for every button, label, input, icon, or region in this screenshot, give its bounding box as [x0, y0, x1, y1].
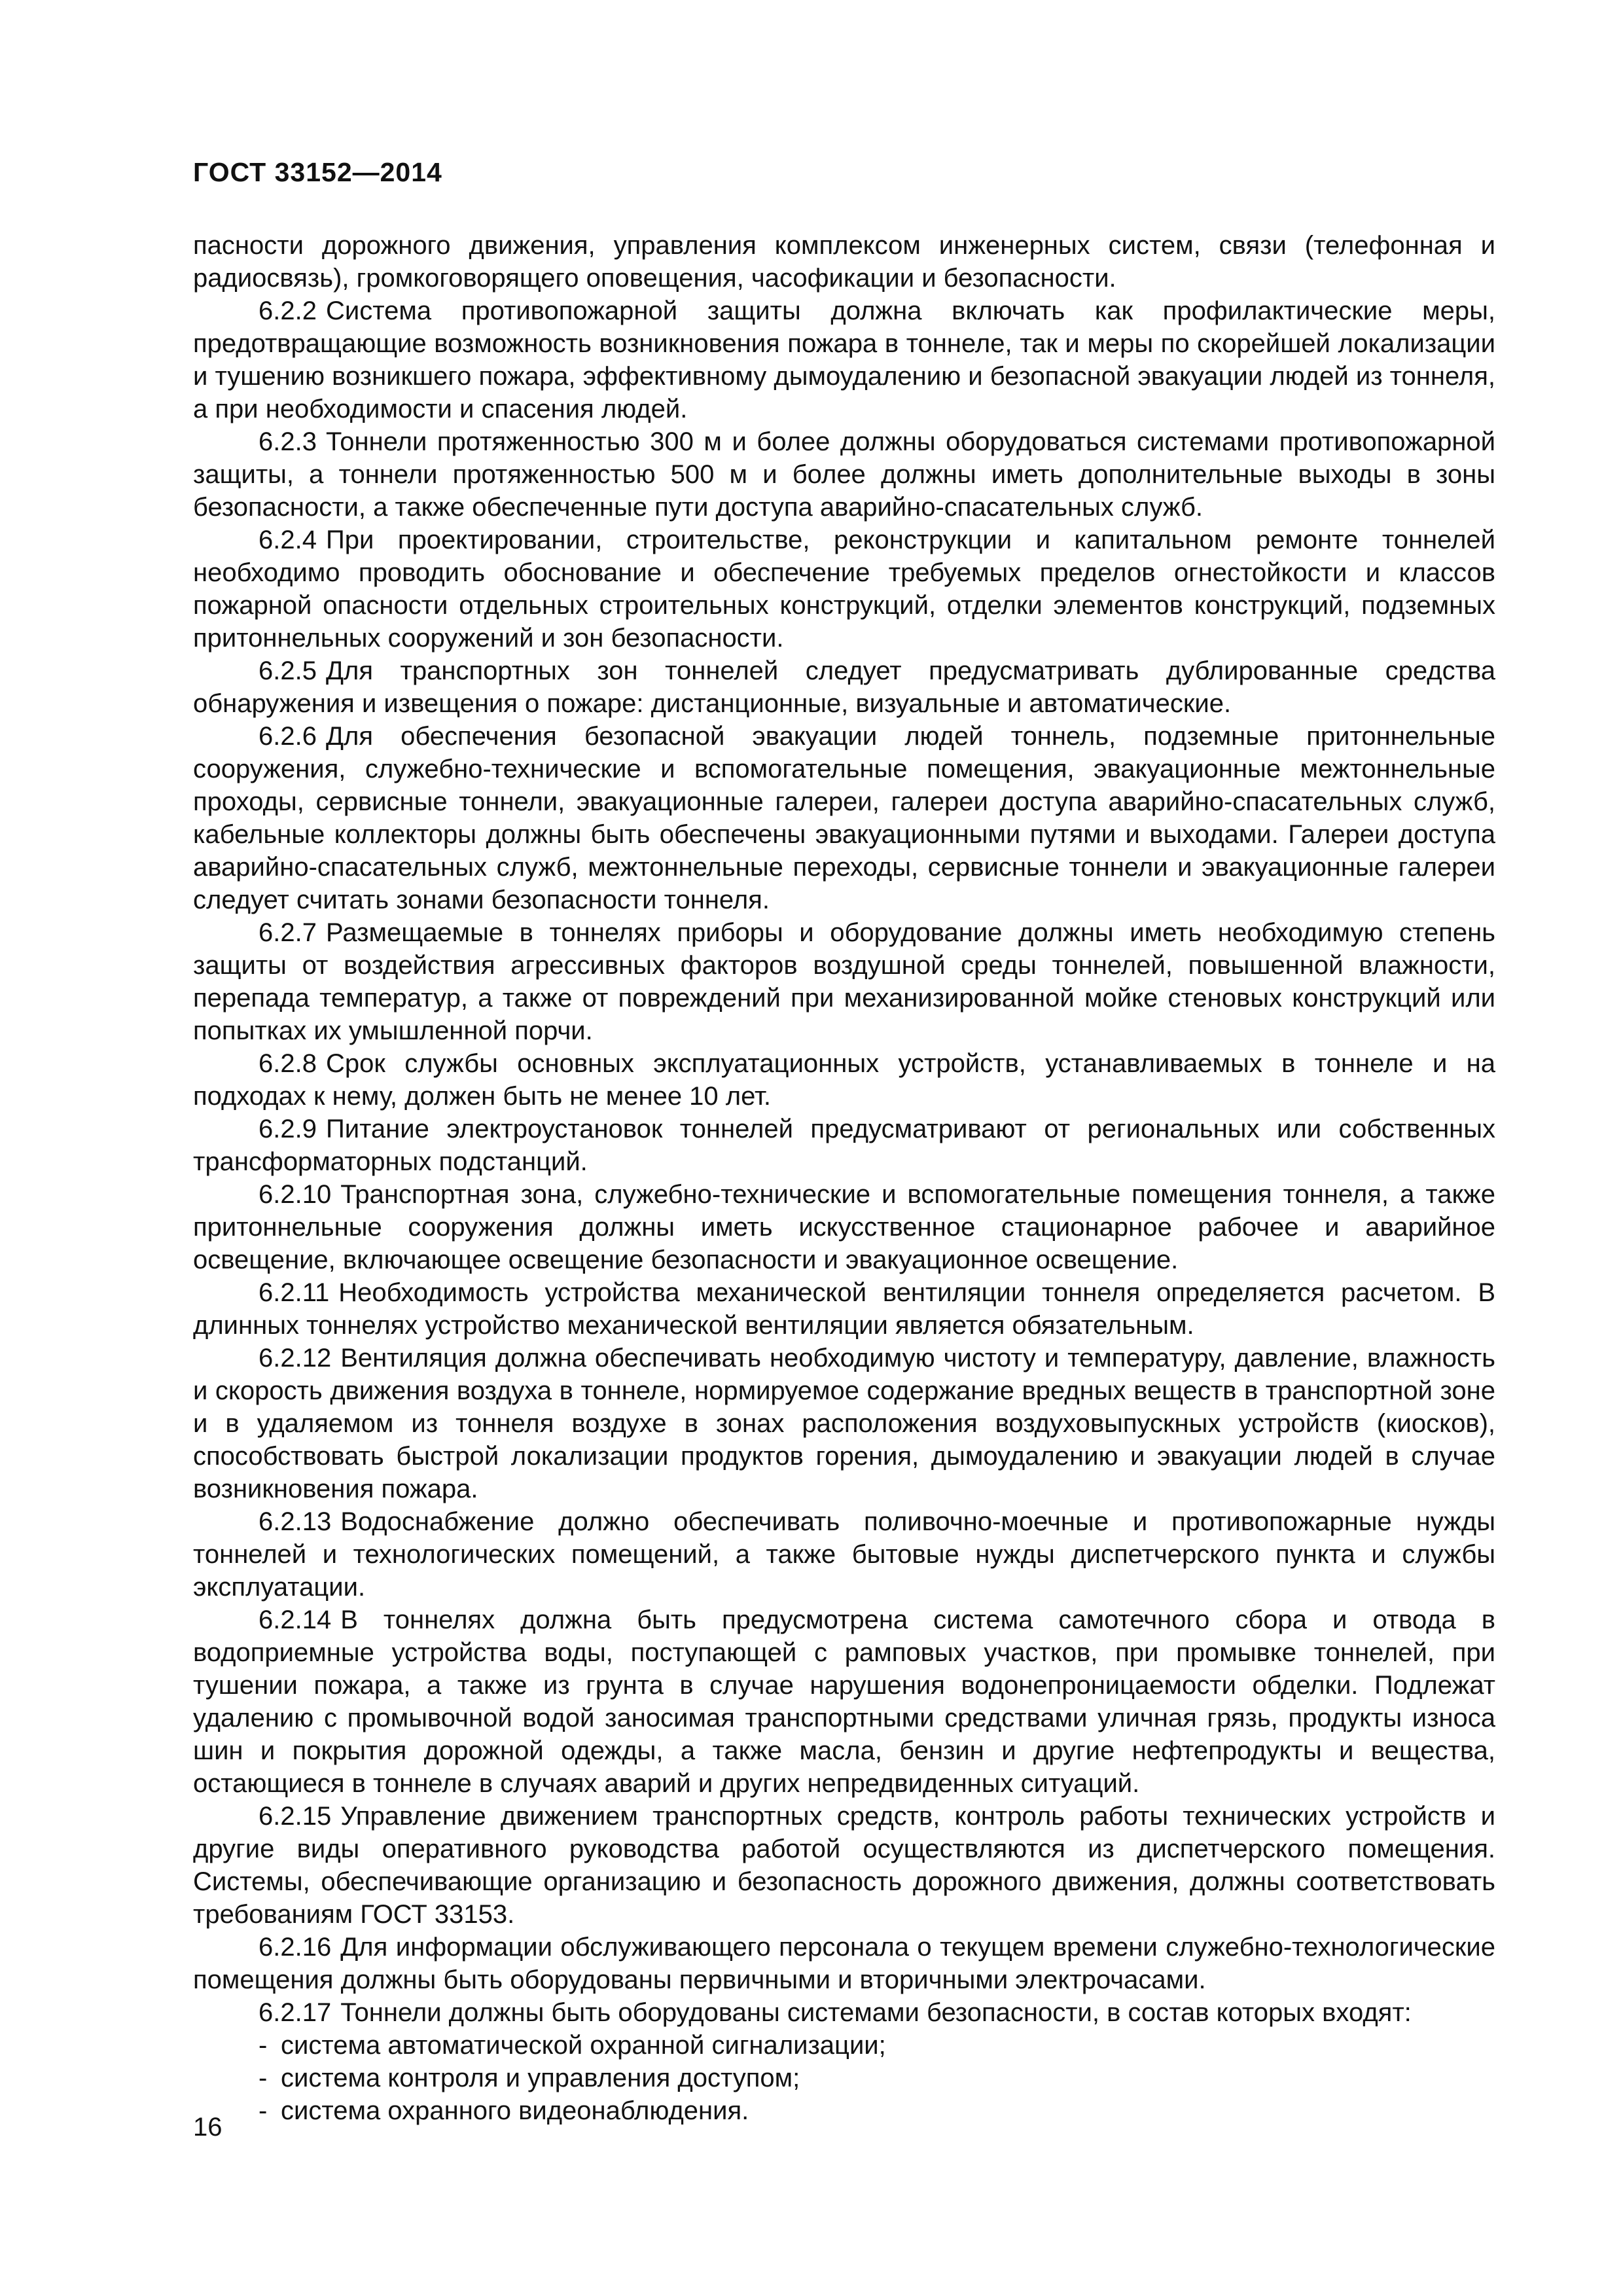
- clause-text: Управление движением транспортных средств, контроль работы технических устройств и другие виды оперативного руководства работой осуществляются из диспетчерского помещения. Системы, обеспечивающие организацию и безопасность дорожного движения, должны соответствовать требованиям ГОСТ 33153.: [193, 1802, 1495, 1929]
- list-item-text: система охранного видеонаблюдения.: [281, 2096, 749, 2125]
- clause-6-2-4: [193, 524, 1495, 655]
- clause-6-2-6: [193, 720, 1495, 916]
- clause-6-2-13: [193, 1505, 1495, 1604]
- security-systems-list: [193, 2029, 1495, 2127]
- intro-paragraph: пасности дорожного движения, управления комплексом инженерных систем, связи (телефонная и радиосвязь), громкоговорящего оповещения, часофикации и безопасности.: [193, 231, 1495, 293]
- list-marker: -: [259, 2096, 268, 2125]
- clause-number: 6.2.6: [259, 722, 317, 751]
- clause-number: 6.2.14: [259, 1605, 332, 1634]
- document-body: [193, 229, 1495, 2127]
- clause-text: Для обеспечения безопасной эвакуации людей тоннель, подземные притоннельные сооружения, служебно-технические и вспомогательные помещения, эвакуационные межтоннельные проходы, сервисные тоннели, эвакуационные галереи, галереи доступа аварийно-спасательных служб, кабельные коллекторы должны быть обеспечены эвакуационными путями и выходами. Галереи доступа аварийно-спасательных служб, межтоннельные переходы, сервисные тоннели и эвакуационные галереи следует считать зонами безопасности тоннеля.: [193, 722, 1495, 914]
- clause-6-2-7: [193, 916, 1495, 1047]
- clause-text: Для информации обслуживающего персонала о текущем времени служебно-технологические помещения должны быть оборудованы первичными и вторичными электрочасами.: [193, 1933, 1495, 1994]
- clause-number: 6.2.10: [259, 1180, 332, 1209]
- clause-number: 6.2.4: [259, 526, 317, 554]
- page-number: 16: [193, 2113, 223, 2142]
- clause-6-2-9: [193, 1113, 1495, 1178]
- clause-text: Необходимость устройства механической вентиляции тоннеля определяется расчетом. В длинных тоннелях устройство механической вентиляции является обязательным.: [193, 1278, 1495, 1340]
- clause-6-2-11: [193, 1276, 1495, 1342]
- list-item-text: система контроля и управления доступом;: [281, 2064, 800, 2092]
- clause-number: 6.2.15: [259, 1802, 332, 1831]
- clause-6-2-12: [193, 1342, 1495, 1505]
- clause-text: Тоннели должны быть оборудованы системами безопасности, в состав которых входят:: [340, 1998, 1412, 2027]
- clause-number: 6.2.5: [259, 656, 317, 685]
- list-item: [193, 2062, 1495, 2094]
- clause-text: Транспортная зона, служебно-технические и вспомогательные помещения тоннеля, а также притоннельные сооружения должны иметь искусственное стационарное рабочее и аварийное освещение, включающее освещение безопасности и эвакуационное освещение.: [193, 1180, 1495, 1274]
- clause-number: 6.2.12: [259, 1344, 332, 1372]
- clause-text: В тоннелях должна быть предусмотрена система самотечного сбора и отвода в водоприемные устройства воды, поступающей с рамповых участков, при промывке тоннелей, при тушении пожара, а также из грунта в случае нарушения водонепроницаемости обделки. Подлежат удалению с промывочной водой заносимая транспортными средствами уличная грязь, продукты износа шин и покрытия дорожной одежды, а также масла, бензин и другие нефтепродукты и вещества, остающиеся в тоннеле в случаях аварий и других непредвиденных ситуаций.: [193, 1605, 1495, 1798]
- clause-number: 6.2.13: [259, 1507, 332, 1536]
- clause-text: Питание электроустановок тоннелей предусматривают от региональных или собственных трансформаторных подстанций.: [193, 1115, 1495, 1176]
- clause-text: Срок службы основных эксплуатационных устройств, устанавливаемых в тоннеле и на подходах к нему, должен быть не менее 10 лет.: [193, 1049, 1495, 1111]
- clause-number: 6.2.3: [259, 427, 317, 456]
- clause-6-2-15: [193, 1800, 1495, 1931]
- clause-number: 6.2.17: [259, 1998, 332, 2027]
- clause-number: 6.2.9: [259, 1115, 317, 1143]
- clause-text: Водоснабжение должно обеспечивать поливочно-моечные и противопожарные нужды тоннелей и технологических помещений, а также бытовые нужды диспетчерского пункта и службы эксплуатации.: [193, 1507, 1495, 1602]
- clause-number: 6.2.8: [259, 1049, 317, 1078]
- clause-text: Для транспортных зон тоннелей следует предусматривать дублированные средства обнаружения и извещения о пожаре: дистанционные, визуальные и автоматические.: [193, 656, 1495, 718]
- clause-6-2-5: [193, 655, 1495, 720]
- clause-6-2-10: [193, 1178, 1495, 1276]
- clause-6-2-14: [193, 1604, 1495, 1800]
- clause-6-2-16: [193, 1931, 1495, 1996]
- clause-text: Размещаемые в тоннелях приборы и оборудование должны иметь необходимую степень защиты от воздействия агрессивных факторов воздушной среды тоннелей, повышенной влажности, перепада температур, а также от повреждений при механизированной мойке стеновых конструкций или попытках их умышленной порчи.: [193, 918, 1495, 1045]
- list-marker: -: [259, 2064, 268, 2092]
- clause-6-2-3: [193, 425, 1495, 524]
- clause-text: Система противопожарной защиты должна включать как профилактические меры, предотвращающие возможность возникновения пожара в тоннеле, так и меры по скорейшей локализации и тушению возникшего пожара, эффективному дымоудалению и безопасной эвакуации людей из тоннеля, а при необходимости и спасения людей.: [193, 296, 1495, 423]
- document-header: ГОСТ 33152—2014: [193, 157, 442, 187]
- clause-number: 6.2.2: [259, 296, 317, 325]
- list-item-text: система автоматической охранной сигнализации;: [281, 2031, 886, 2060]
- list-item: [193, 2094, 1495, 2127]
- clause-number: 6.2.16: [259, 1933, 332, 1962]
- clause-number: 6.2.7: [259, 918, 317, 947]
- list-marker: -: [259, 2031, 268, 2060]
- clause-6-2-2: [193, 295, 1495, 425]
- clause-number: 6.2.11: [259, 1278, 330, 1307]
- clause-text: При проектировании, строительстве, реконструкции и капитальном ремонте тоннелей необходимо проводить обоснование и обеспечение требуемых пределов огнестойкости и классов пожарной опасности отдельных строительных конструкций, отделки элементов конструкций, подземных притоннельных сооружений и зон безопасности.: [193, 526, 1495, 653]
- clause-6-2-17: [193, 1996, 1495, 2029]
- clause-text: Вентиляция должна обеспечивать необходимую чистоту и температуру, давление, влажность и скорость движения воздуха в тоннеле, нормируемое содержание вредных веществ в транспортной зоне и в удаляемом из тоннеля воздухе в зонах расположения воздуховыпускных устройств (киосков), способствовать быстрой локализации продуктов горения, дымоудалению и эвакуации людей в случае возникновения пожара.: [193, 1344, 1495, 1503]
- clause-6-2-8: [193, 1047, 1495, 1113]
- clause-text: Тоннели протяженностью 300 м и более должны оборудоваться системами противопожарной защиты, а тоннели протяженностью 500 м и более должны иметь дополнительные выходы в зоны безопасности, а также обеспеченные пути доступа аварийно-спасательных служб.: [193, 427, 1495, 522]
- list-item: [193, 2029, 1495, 2062]
